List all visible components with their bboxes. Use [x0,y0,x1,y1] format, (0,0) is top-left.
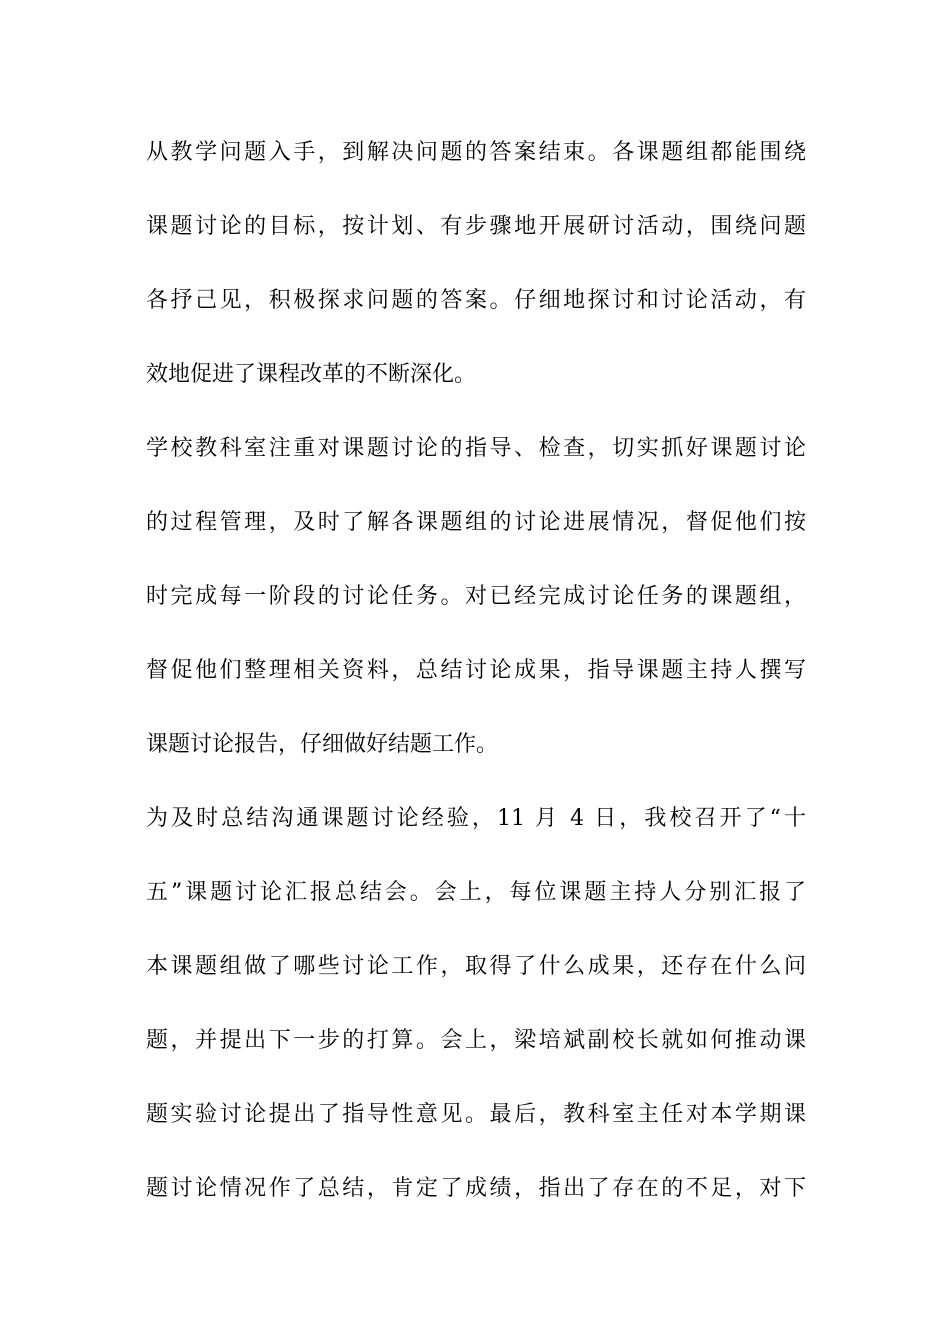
text-line: 时完成每一阶段的讨论任务。对已经完成讨论任务的课题组， [146,584,806,609]
text-line: 题，并提出下一步的打算。会上，梁培斌副校长就如何推动课 [146,1028,806,1053]
text-line: 课题讨论报告，仔细做好结题工作。 [146,732,499,757]
text-line: 的过程管理，及时了解各课题组的讨论进展情况，督促他们按 [146,510,806,535]
text-line: 为及时总结沟通课题讨论经验，11 月 4 日，我校召开了“十 [146,806,806,831]
text-line: 学校教科室注重对课题讨论的指导、检查，切实抓好课题讨论 [146,436,806,461]
text-line: 效地促进了课程改革的不断深化。 [146,362,477,387]
text-line: 本课题组做了哪些讨论工作，取得了什么成果，还存在什么问 [146,954,806,979]
text-line: 题讨论情况作了总结，肯定了成绩，指出了存在的不足，对下 [146,1176,806,1201]
text-line: 各抒己见，积极探求问题的答案。仔细地探讨和讨论活动，有 [146,288,806,313]
text-line: 五”课题讨论汇报总结会。会上，每位课题主持人分别汇报了 [146,880,806,905]
text-line: 督促他们整理相关资料，总结讨论成果，指导课题主持人撰写 [146,658,806,683]
text-line: 从教学问题入手，到解决问题的答案结束。各课题组都能围绕 [146,140,806,165]
text-line: 题实验讨论提出了指导性意见。最后，教科室主任对本学期课 [146,1102,806,1127]
text-line: 课题讨论的目标，按计划、有步骤地开展研讨活动，围绕问题 [146,214,806,239]
